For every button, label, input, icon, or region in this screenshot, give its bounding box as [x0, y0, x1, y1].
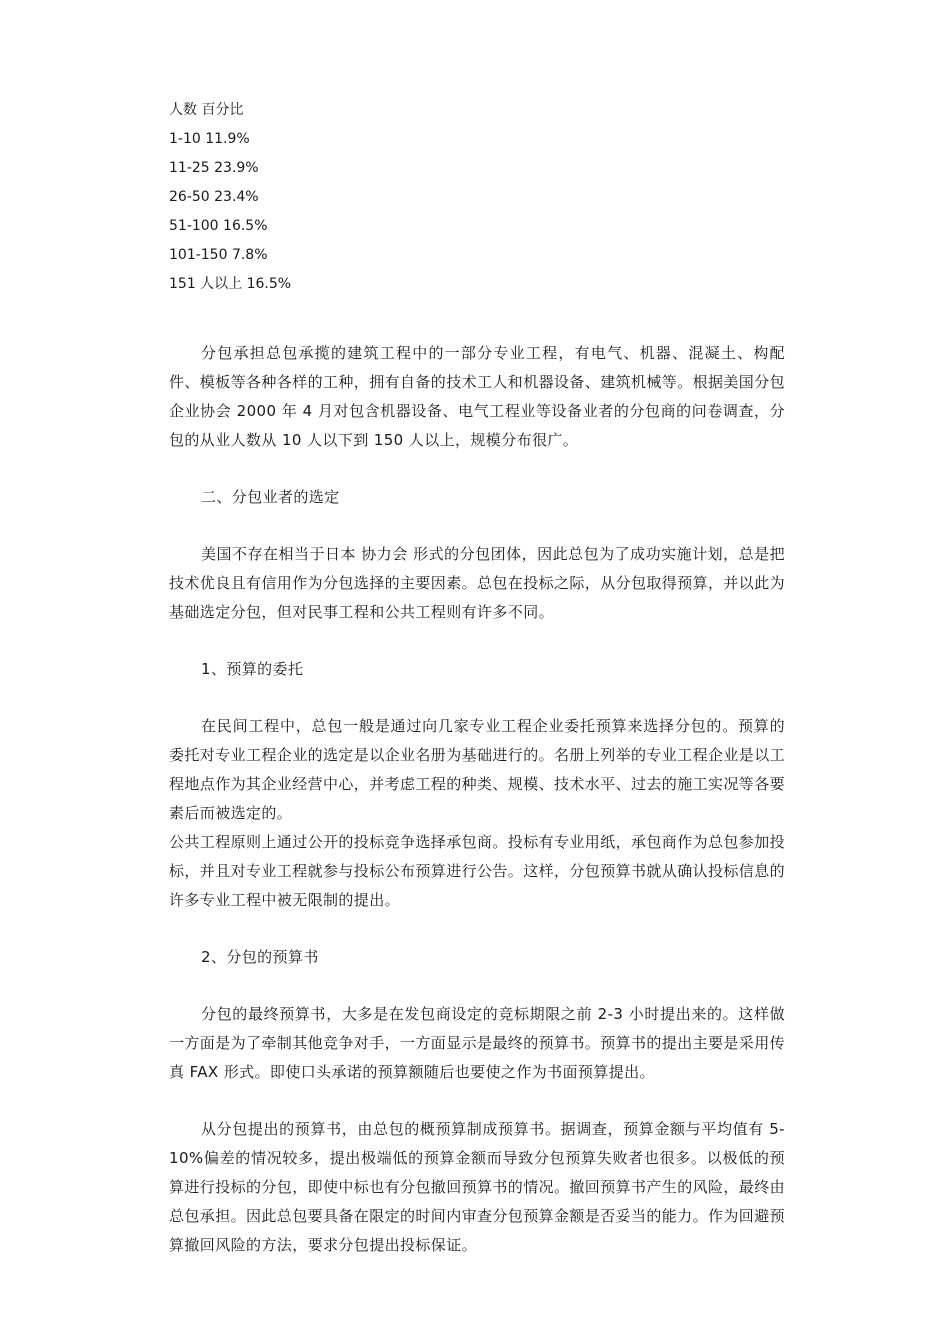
subsection-heading-budget-document: 2、分包的预算书: [201, 948, 319, 966]
table-row: 11-25 23.9%: [169, 160, 259, 176]
table-row: 26-50 23.4%: [169, 189, 259, 205]
table-row: 151 人以上 16.5%: [169, 276, 292, 292]
paragraph-budget-review: 从分包提出的预算书，由总包的概预算制成预算书。据调查，预算金额与平均值有 5-10%偏差的情况较多，提出极端低的预算金额而导致分包预算失败者也很多。以极低的预算进行投标的分包，即使中标也有分包撤回预算书的情况。撤回预算书产生的风险，最终由总包承担。因此总包要具备在限定的时间内审查分包预算金额是否妥当的能力。作为回避预算撤回风险的方法，要求分包提出投标保证。: [169, 1120, 786, 1254]
table-row: 51-100 16.5%: [169, 218, 268, 234]
paragraph-final-budget: 分包的最终预算书，大多是在发包商设定的竞标期限之前 2-3 小时提出来的。这样做一方面是为了牵制其他竞争对手，一方面显示是最终的预算书。预算书的提出主要是采用传真 FAX 形式。即使口头承诺的预算额随后也要使之作为书面预算提出。: [169, 1005, 786, 1081]
paragraph-subcontractor-overview: 分包承担总包承揽的建筑工程中的一部分专业工程，有电气、机器、混凝土、构配件、模板等各种各样的工种，拥有自备的技术工人和机器设备、建筑机械等。根据美国分包企业协会 2000 年 4 月对包含机器设备、电气工程业等设备业者的分包商的问卷调查，分包的从业人数从 10 人以下到 150 人以上，规模分布很广。: [169, 344, 786, 449]
table-row: 101-150 7.8%: [169, 247, 268, 263]
table-row: 1-10 11.9%: [169, 131, 250, 147]
table-header: 人数 百分比: [169, 102, 244, 118]
paragraph-public-works: 公共工程原则上通过公开的投标竞争选择承包商。投标有专业用纸，承包商作为总包参加投标，并且对专业工程就参与投标公布预算进行公告。这样，分包预算书就从确认投标信息的许多专业工程中被无限制的提出。: [169, 833, 786, 909]
paragraph-selection: 美国不存在相当于日本 协力会 形式的分包团体，因此总包为了成功实施计划，总是把技术优良且有信用作为分包选择的主要因素。总包在投标之际，从分包取得预算，并以此为基础选定分包，但对民事工程和公共工程则有许多不同。: [169, 545, 786, 621]
document-page: [169, 96, 785, 1260]
section-heading-selection: 二、分包业者的选定: [201, 488, 340, 506]
paragraph-private-works: 在民间工程中，总包一般是通过向几家专业工程企业委托预算来选择分包的。预算的委托对专业工程企业的选定是以企业名册为基础进行的。名册上列举的专业工程企业是以工程地点作为其企业经营中心，并考虑工程的种类、规模、技术水平、过去的施工实况等各要素后而被选定的。: [169, 717, 786, 822]
subsection-heading-budget-request: 1、预算的委托: [201, 660, 304, 678]
